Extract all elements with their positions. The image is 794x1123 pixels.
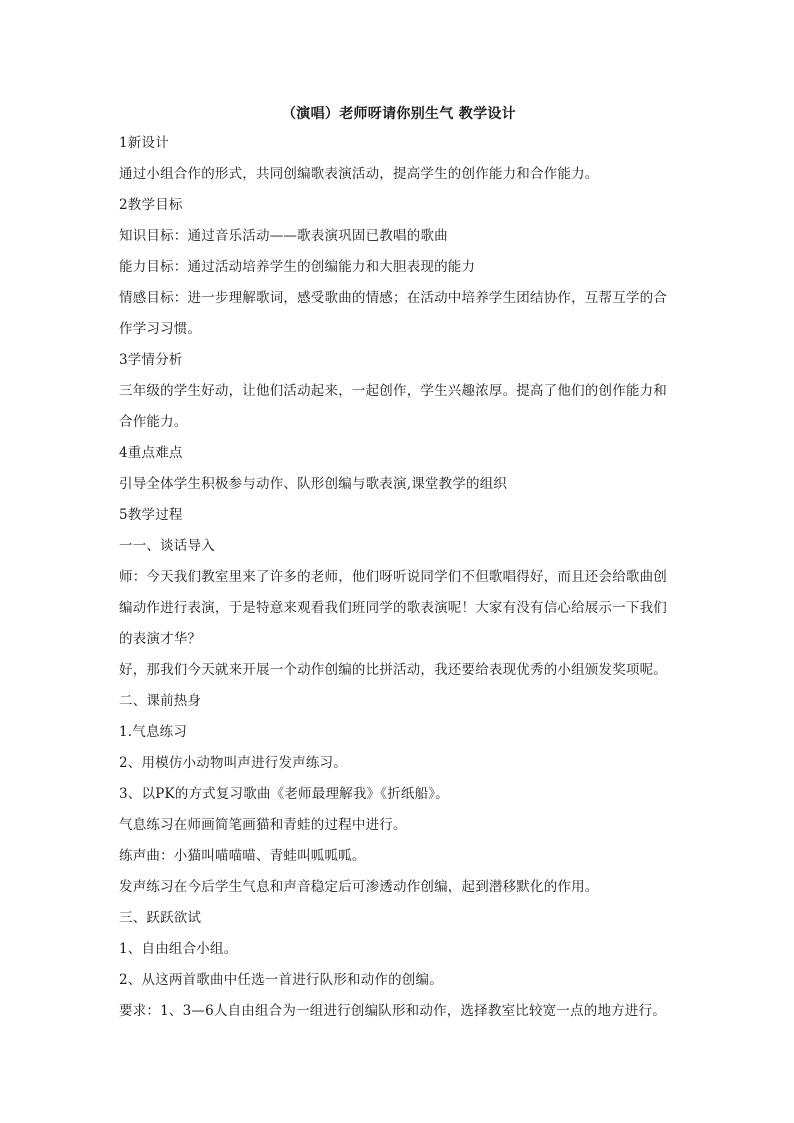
text-line: 的表演才华？ xyxy=(119,631,202,647)
text-line: 4重点难点 xyxy=(119,445,183,461)
document-lines xyxy=(119,128,679,1027)
text-line: 作学习习惯。 xyxy=(119,321,202,337)
text-line: 知识目标：通过音乐活动——歌表演巩固已教唱的歌曲 xyxy=(119,228,448,244)
text-line: 编动作进行表演，于是特意来观看我们班同学的歌表演呢！大家有没有信心给展示一下我们 xyxy=(119,600,667,616)
text-line: 通过小组合作的形式，共同创编歌表演活动，提高学生的创作能力和合作能力。 xyxy=(119,166,599,182)
text-line: 3、以PK的方式复习歌曲《老师最理解我》《折纸船》。 xyxy=(119,786,449,802)
text-line: 一一、谈话导入 xyxy=(119,538,215,554)
text-line: 引导全体学生积极参与动作、队形创编与歌表演,课堂教学的组织 xyxy=(119,476,508,492)
text-line: 师：今天我们教室里来了许多的老师，他们呀听说同学们不但歌唱得好，而且还会给歌曲创 xyxy=(119,569,667,585)
text-line: 二、课前热身 xyxy=(119,693,202,709)
text-line: 要求：1、3—6人自由组合为一组进行创编队形和动作，选择教室比较宽一点的地方进行。 xyxy=(119,1003,666,1019)
text-line: 3学情分析 xyxy=(119,352,183,368)
text-line: 1、自由组合小组。 xyxy=(119,941,238,957)
text-line: 2、用模仿小动物叫声进行发声练习。 xyxy=(119,755,347,771)
document-title: （演唱）老师呀请你别生气 教学设计 xyxy=(282,106,516,122)
text-line: 1.气息练习 xyxy=(119,724,188,740)
document-body xyxy=(119,100,679,1027)
text-line: 2教学目标 xyxy=(119,197,183,213)
text-line: 好，那我们今天就来开展一个动作创编的比拼活动，我还要给表现优秀的小组颁发奖项呢。 xyxy=(119,662,667,678)
text-line: 三年级的学生好动，让他们活动起来，一起创作，学生兴趣浓厚。提高了他们的创作能力和 xyxy=(119,383,667,399)
text-line: 情感目标：进一步理解歌词，感受歌曲的情感；在活动中培养学生团结协作，互帮互学的合 xyxy=(119,290,667,306)
text-line: 练声曲：小猫叫喵喵喵、青蛙叫呱呱呱。 xyxy=(119,848,366,864)
text-line: 5教学过程 xyxy=(119,507,183,523)
text-line: 1新设计 xyxy=(119,135,169,151)
text-line: 三、跃跃欲试 xyxy=(119,910,202,926)
text-line: 能力目标：通过活动培养学生的创编能力和大胆表现的能力 xyxy=(119,259,476,275)
text-line: 气息练习在师画简笔画猫和青蛙的过程中进行。 xyxy=(119,817,407,833)
text-line: 2、从这两首歌曲中任选一首进行队形和动作的创编。 xyxy=(119,972,443,988)
text-line: 合作能力。 xyxy=(119,414,188,430)
text-line: 发声练习在今后学生气息和声音稳定后可渗透动作创编，起到潜移默化的作用。 xyxy=(119,879,599,895)
